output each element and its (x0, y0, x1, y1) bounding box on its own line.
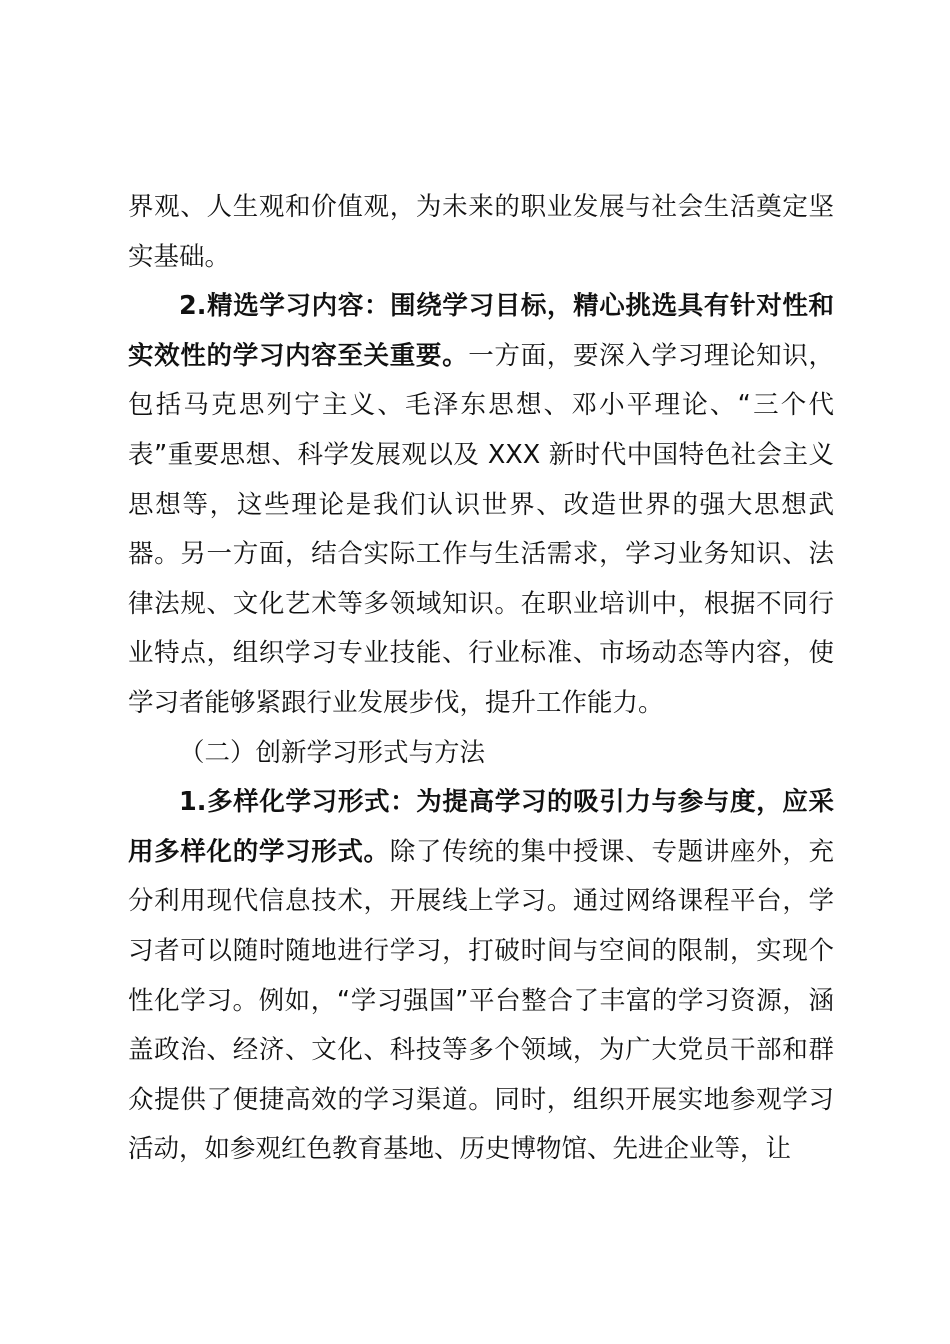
section-heading (128, 729, 834, 779)
section-heading-text: （二）创新学习形式与方法 (179, 737, 486, 768)
paragraph-text: 一方面，要深入学习理论知识，包括马克思列宁主义、毛泽东思想、邓小平理论、“三个代表”重要思想、科学发展观以及 XXX 新时代中国特色社会主义思想等，这些理论是我们认识世界、改造世界的强大思想武器。另一方面，结合实际工作与生活需求，学习业务知识、法律法规、文化艺术等多领域知识。在职业培训中，根据不同行业特点，组织学习专业技能、行业标准、市场动态等内容，使学习者能够紧跟行业发展步伐，提升工作能力。 (128, 340, 834, 718)
paragraph-learning-content (128, 282, 834, 728)
paragraph-text: 除了传统的集中授课、专题讲座外，充分利用现代信息技术，开展线上学习。通过网络课程平台，学习者可以随时随地进行学习，打破时间与空间的限制，实现个性化学习。例如，“学习强国”平台整合了丰富的学习资源，涵盖政治、经济、文化、科技等多个领域，为广大党员干部和群众提供了便捷高效的学习渠道。同时，组织开展实地参观学习活动，如参观红色教育基地、历史博物馆、先进企业等，让 (128, 836, 834, 1165)
paragraph-bold-lead: 2.精选学习内容：围绕学习目标，精心挑选具有针对性和实效性的学习内容至关重要。 (128, 291, 834, 371)
document-page (128, 183, 834, 1175)
paragraph-bold-lead: 1.多样化学习形式：为提高学习的吸引力与参与度，应采用多样化的学习形式。 (128, 787, 834, 867)
paragraph-text: 界观、人生观和价值观，为未来的职业发展与社会生活奠定坚实基础。 (128, 192, 834, 272)
paragraph-learning-forms (128, 778, 834, 1175)
paragraph-continuation (128, 183, 834, 282)
